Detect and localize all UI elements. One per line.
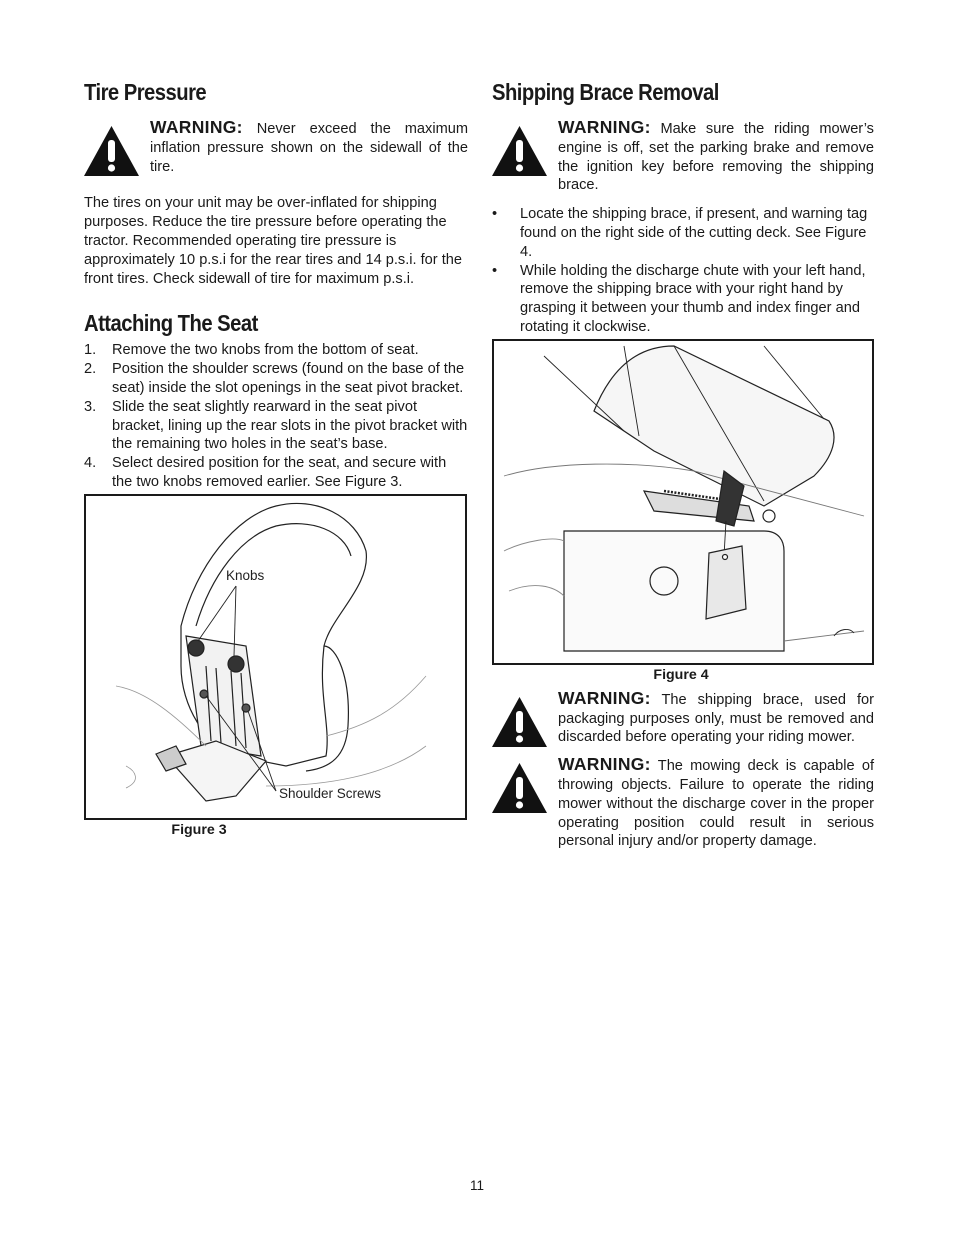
list-item: 3. Slide the seat slightly rearward in the seat pivot bracket, lining up the rear slots in the pivot bracket with the remaining two holes in the seat’s base. xyxy=(84,398,468,453)
warning-triangle-icon xyxy=(84,126,139,176)
brace-bullets xyxy=(492,205,874,337)
tire-warning-text: Never exceed the maximum inflation pressure shown on the sidewall of the tire. xyxy=(150,121,468,175)
figure-3-screws-label: Shoulder Screws xyxy=(279,785,382,801)
brace-warning-label: WARNING: xyxy=(558,117,651,137)
warning-3-label: WARNING: xyxy=(558,754,651,775)
attaching-seat-heading: Attaching The Seat xyxy=(84,310,258,337)
warning-triangle-icon xyxy=(492,763,547,813)
seat-illustration xyxy=(86,496,465,818)
mower-illustration xyxy=(494,341,872,663)
list-item: • Locate the shipping brace, if present, and warning tag found on the right side of the cutting deck. See Figure 4. xyxy=(492,206,868,260)
shipping-brace-heading: Shipping Brace Removal xyxy=(492,79,719,105)
brace-warning-text: Make sure the riding mower’s engine is off, set the parking brake and remove the ignition key before removing the shipping brace. xyxy=(558,121,874,194)
warning-2-label: WARNING: xyxy=(558,687,651,708)
page-number: 11 xyxy=(469,1178,484,1193)
list-item: 4. Select desired position for the seat, and secure with the two knobs removed earlier. See Figure 3. xyxy=(84,455,447,490)
deck-warning-3 xyxy=(492,755,874,851)
warning-3-text: The mowing deck is capable of throwing objects. Failure to operate the riding mower without the discharge cover in the proper operating position could result in serious personal injury and/or property damage. xyxy=(558,758,874,850)
tire-body: The tires on your unit may be over-inflated for shipping purposes. Reduce the tire pressure before operating the tractor. Recommended operating tire pressure is approximately 10 p.s.i for the rear tires and 14 p.s.i. for the front tires. Check sidewall of tire for maximum p.s.i. xyxy=(84,195,463,287)
figure-3 xyxy=(84,494,467,820)
tire-warning xyxy=(84,118,468,176)
list-item: • While holding the discharge chute with your left hand, remove the shipping brace with your right hand by grasping it between your thumb and index finger and rotating it clockwise. xyxy=(492,262,866,335)
brace-warning xyxy=(492,118,874,195)
list-item: 1. Remove the two knobs from the bottom of seat. xyxy=(84,342,419,359)
list-item: 2. Position the shoulder screws (found on the base of the seat) inside the slot openings in the seat pivot bracket. xyxy=(84,361,465,396)
right-column xyxy=(492,74,874,859)
warning-2-text: The shipping brace, used for packaging purposes only, must be removed and discarded before operating your riding mower. xyxy=(558,691,875,746)
tire-warning-label: WARNING: xyxy=(150,117,243,137)
figure-3-knobs-label: Knobs xyxy=(226,567,265,583)
brace-warning-2 xyxy=(492,689,874,747)
warning-triangle-icon xyxy=(492,697,547,747)
left-column xyxy=(84,74,468,838)
figure-3-caption: Figure 3 xyxy=(171,821,227,838)
figure-4 xyxy=(492,339,874,665)
tire-pressure-heading: Tire Pressure xyxy=(84,79,207,105)
figure-4-caption: Figure 4 xyxy=(653,666,709,683)
warning-triangle-icon xyxy=(492,126,547,176)
seat-steps xyxy=(84,341,468,491)
